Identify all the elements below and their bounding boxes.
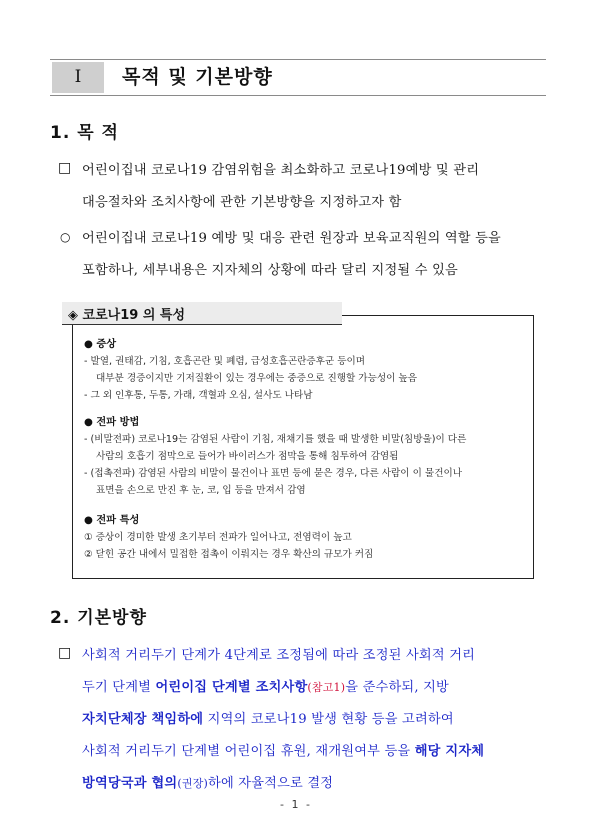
symptoms-block (84, 336, 529, 404)
emphasis-text: 해당 지자체 (414, 744, 485, 759)
text-run: 사회적 거리두기 단계별 어린이집 휴원, 재개원여부 등을 (82, 744, 415, 759)
emphasis-text: 자치단체장 책임하에 (82, 712, 204, 727)
emphasis-text: 어린이집 단계별 조치사항 (155, 680, 308, 695)
paragraph-line: 포함하나, 세부내용은 지자체의 상황에 따라 달리 지정될 수 있음 (82, 263, 458, 278)
direction-paragraph (82, 640, 552, 800)
circle-bullet-icon: ○ (60, 230, 71, 244)
paragraph-line: 어린이집내 코로나19 예방 및 대응 관련 원장과 보육교직원의 역할 등을 (82, 231, 502, 246)
chapter-number: I (52, 62, 104, 93)
transmission-line: 표면을 손으로 만진 후 눈, 코, 입 등을 만져서 감염 (96, 485, 306, 496)
symptom-line: - 발열, 권태감, 기침, 호흡곤란 및 폐렴, 급성호흡곤란증후군 등이며 (84, 356, 366, 367)
text-run: 지역의 코로나19 발생 현황 등을 고려하여 (203, 712, 454, 727)
spread-block (84, 512, 529, 563)
header-bottom-rule (50, 95, 546, 96)
transmission-line: 사람의 호흡기 점막으로 들어가 바이러스가 점막을 통해 침투하여 감염됨 (96, 451, 399, 462)
purpose-paragraph (82, 155, 552, 219)
paragraph-line: 어린이집내 코로나19 감염위험을 최소화하고 코로나19예방 및 관리 (82, 163, 480, 178)
box-title: ◈ 코로나19 의 특성 (68, 308, 186, 323)
header-top-rule (50, 59, 546, 60)
text-run: 두기 단계별 (82, 680, 156, 695)
symptoms-heading: ● 증상 (84, 339, 117, 350)
chapter-title: 목적 및 기본방향 (122, 66, 273, 88)
spread-line: ① 증상이 경미한 발생 초기부터 전파가 일어나고, 전염력이 높고 (84, 532, 352, 543)
spread-line: ② 닫힌 공간 내에서 밀접한 접촉이 이뤄지는 경우 확산의 규모가 커짐 (84, 549, 374, 560)
transmission-heading: ● 전파 방법 (84, 417, 140, 428)
page-number: - 1 - (280, 798, 312, 811)
symptom-line: - 그 외 인후통, 두통, 가래, 객혈과 오심, 설사도 나타남 (84, 390, 313, 401)
paragraph-line (82, 672, 552, 704)
reference-note: (참고1) (307, 681, 346, 694)
transmission-block (84, 414, 529, 499)
emphasis-text: 방역당국과 협의 (82, 776, 178, 791)
paragraph-line (82, 768, 552, 800)
section-2-title: 2. 기본방향 (50, 608, 147, 628)
section-1-title: 1. 목 적 (50, 123, 119, 143)
text-run: 하에 자율적으로 결정 (208, 776, 334, 791)
text-run: 을 준수하되, 지방 (345, 680, 449, 695)
square-bullet-icon: □ (58, 645, 72, 661)
paragraph-line: 대응절차와 조치사항에 관한 기본방향을 지정하고자 함 (82, 195, 402, 210)
paragraph-line (82, 704, 552, 736)
square-bullet-icon: □ (58, 160, 72, 176)
spread-heading: ● 전파 특성 (84, 515, 140, 526)
transmission-line: - (비말전파) 코로나19는 감염된 사람이 기침, 재채기를 했을 때 발생한 비말(침방울)이 다른 (84, 434, 467, 445)
paragraph-line: 사회적 거리두기 단계가 4단계로 조정됨에 따라 조정된 사회적 거리 (82, 648, 476, 663)
recommend-note: (권장) (177, 777, 209, 790)
transmission-line: - (접촉전파) 감염된 사람의 비말이 물건이나 표면 등에 묻은 경우, 다른 사람이 이 물건이나 (84, 468, 463, 479)
symptom-line: 대부분 경증이지만 기저질환이 있는 경우에는 중증으로 진행할 가능성이 높음 (96, 373, 417, 384)
paragraph-line (82, 736, 552, 768)
scope-paragraph (82, 223, 552, 287)
